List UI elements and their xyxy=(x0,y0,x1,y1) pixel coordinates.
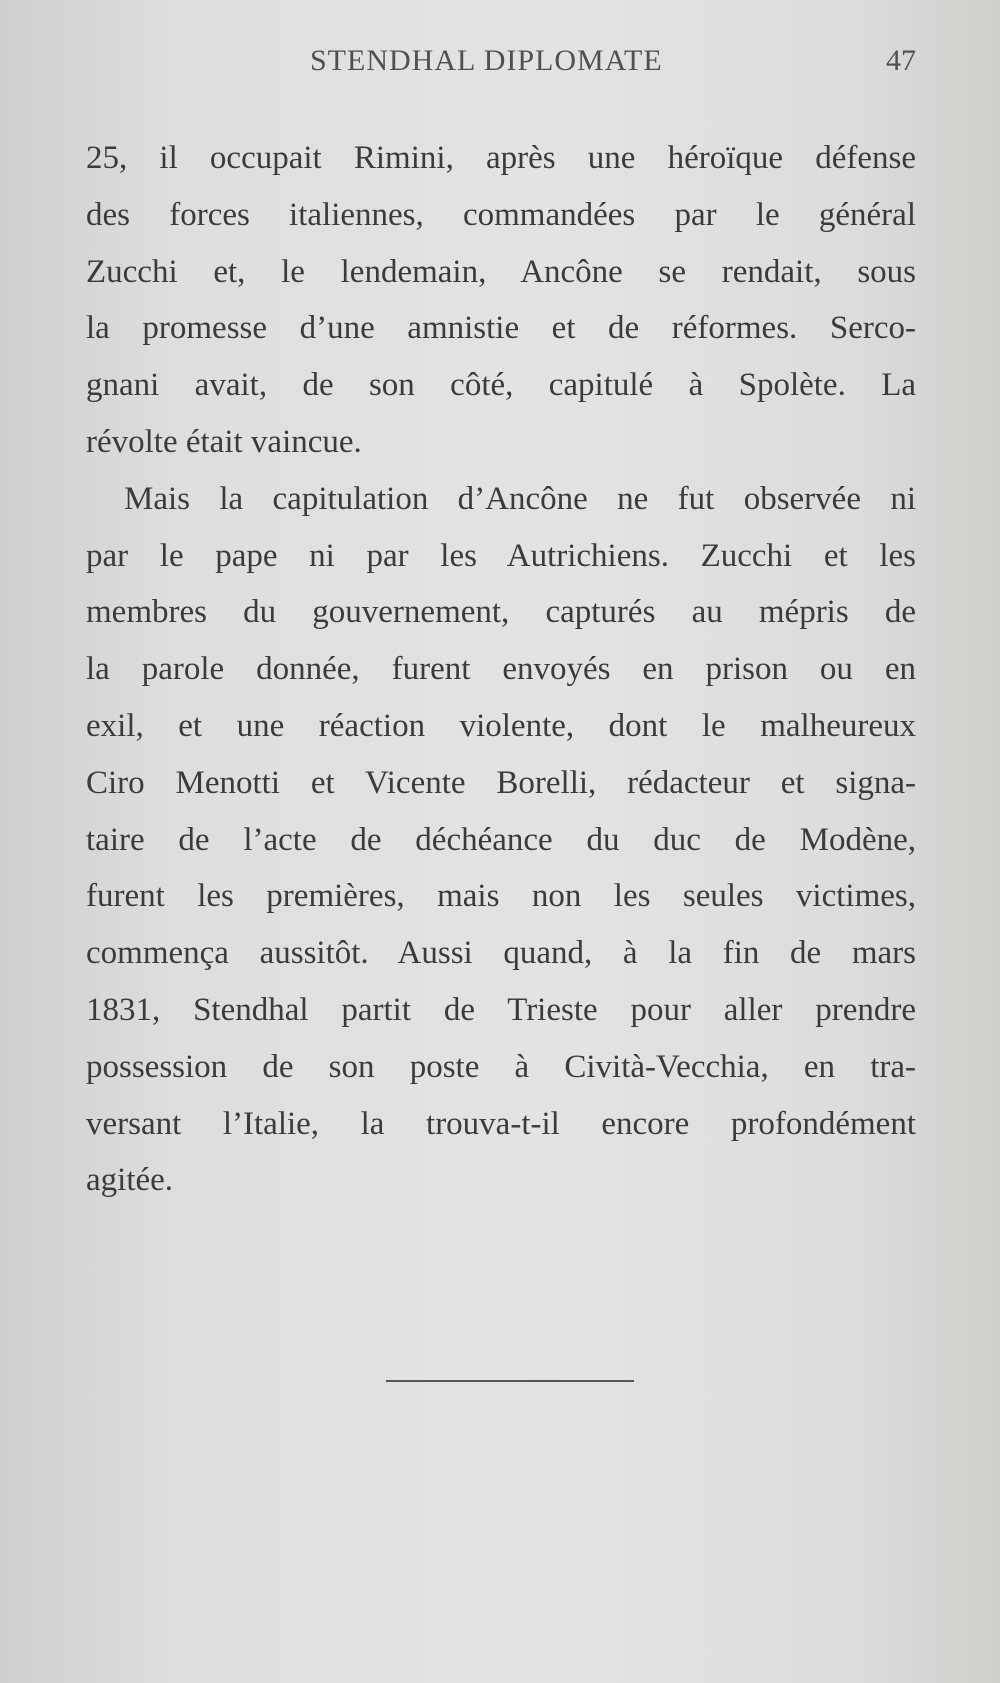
end-rule xyxy=(386,1380,634,1382)
text-line: la promesse d’une amnistie et de réformes. Serco- xyxy=(86,310,916,347)
paragraph-1 xyxy=(86,130,916,471)
text-line: Mais la capitulation d’Ancône ne fut observée ni xyxy=(124,480,916,517)
body-text xyxy=(86,130,916,1209)
running-title: STENDHAL DIPLOMATE xyxy=(310,44,663,77)
text-line: possession de son poste à Cività-Vecchia, en tra- xyxy=(86,1048,916,1085)
text-line: 1831, Stendhal partit de Trieste pour aller prendre xyxy=(86,991,916,1028)
text-line: 25, il occupait Rimini, après une héroïque défense xyxy=(86,140,916,176)
text-line: agitée. xyxy=(86,1162,174,1199)
text-line: furent les premières, mais non les seules victimes, xyxy=(86,878,916,915)
text-line: gnani avait, de son côté, capitulé à Spolète. La xyxy=(86,367,916,404)
text-line: commença aussitôt. Aussi quand, à la fin de mars xyxy=(86,935,916,972)
text-line: révolte était vaincue. xyxy=(86,423,362,460)
text-line: des forces italiennes, commandées par le général xyxy=(86,196,916,233)
text-line: Zucchi et, le lendemain, Ancône se rendait, sous xyxy=(86,253,916,290)
text-line: membres du gouvernement, capturés au mépris de xyxy=(86,594,916,631)
text-line: taire de l’acte de déchéance du duc de Modène, xyxy=(86,821,916,858)
text-line: la parole donnée, furent envoyés en prison ou en xyxy=(86,651,916,688)
text-line: exil, et une réaction violente, dont le malheureux xyxy=(86,707,916,744)
text-line: versant l’Italie, la trouva-t-il encore profondément xyxy=(86,1105,916,1142)
page-number: 47 xyxy=(886,44,916,77)
text-line: par le pape ni par les Autrichiens. Zucchi et les xyxy=(86,537,916,574)
running-head xyxy=(86,44,916,84)
text-line: Ciro Menotti et Vicente Borelli, rédacteur et signa- xyxy=(86,764,916,801)
paragraph-2 xyxy=(86,471,916,1209)
